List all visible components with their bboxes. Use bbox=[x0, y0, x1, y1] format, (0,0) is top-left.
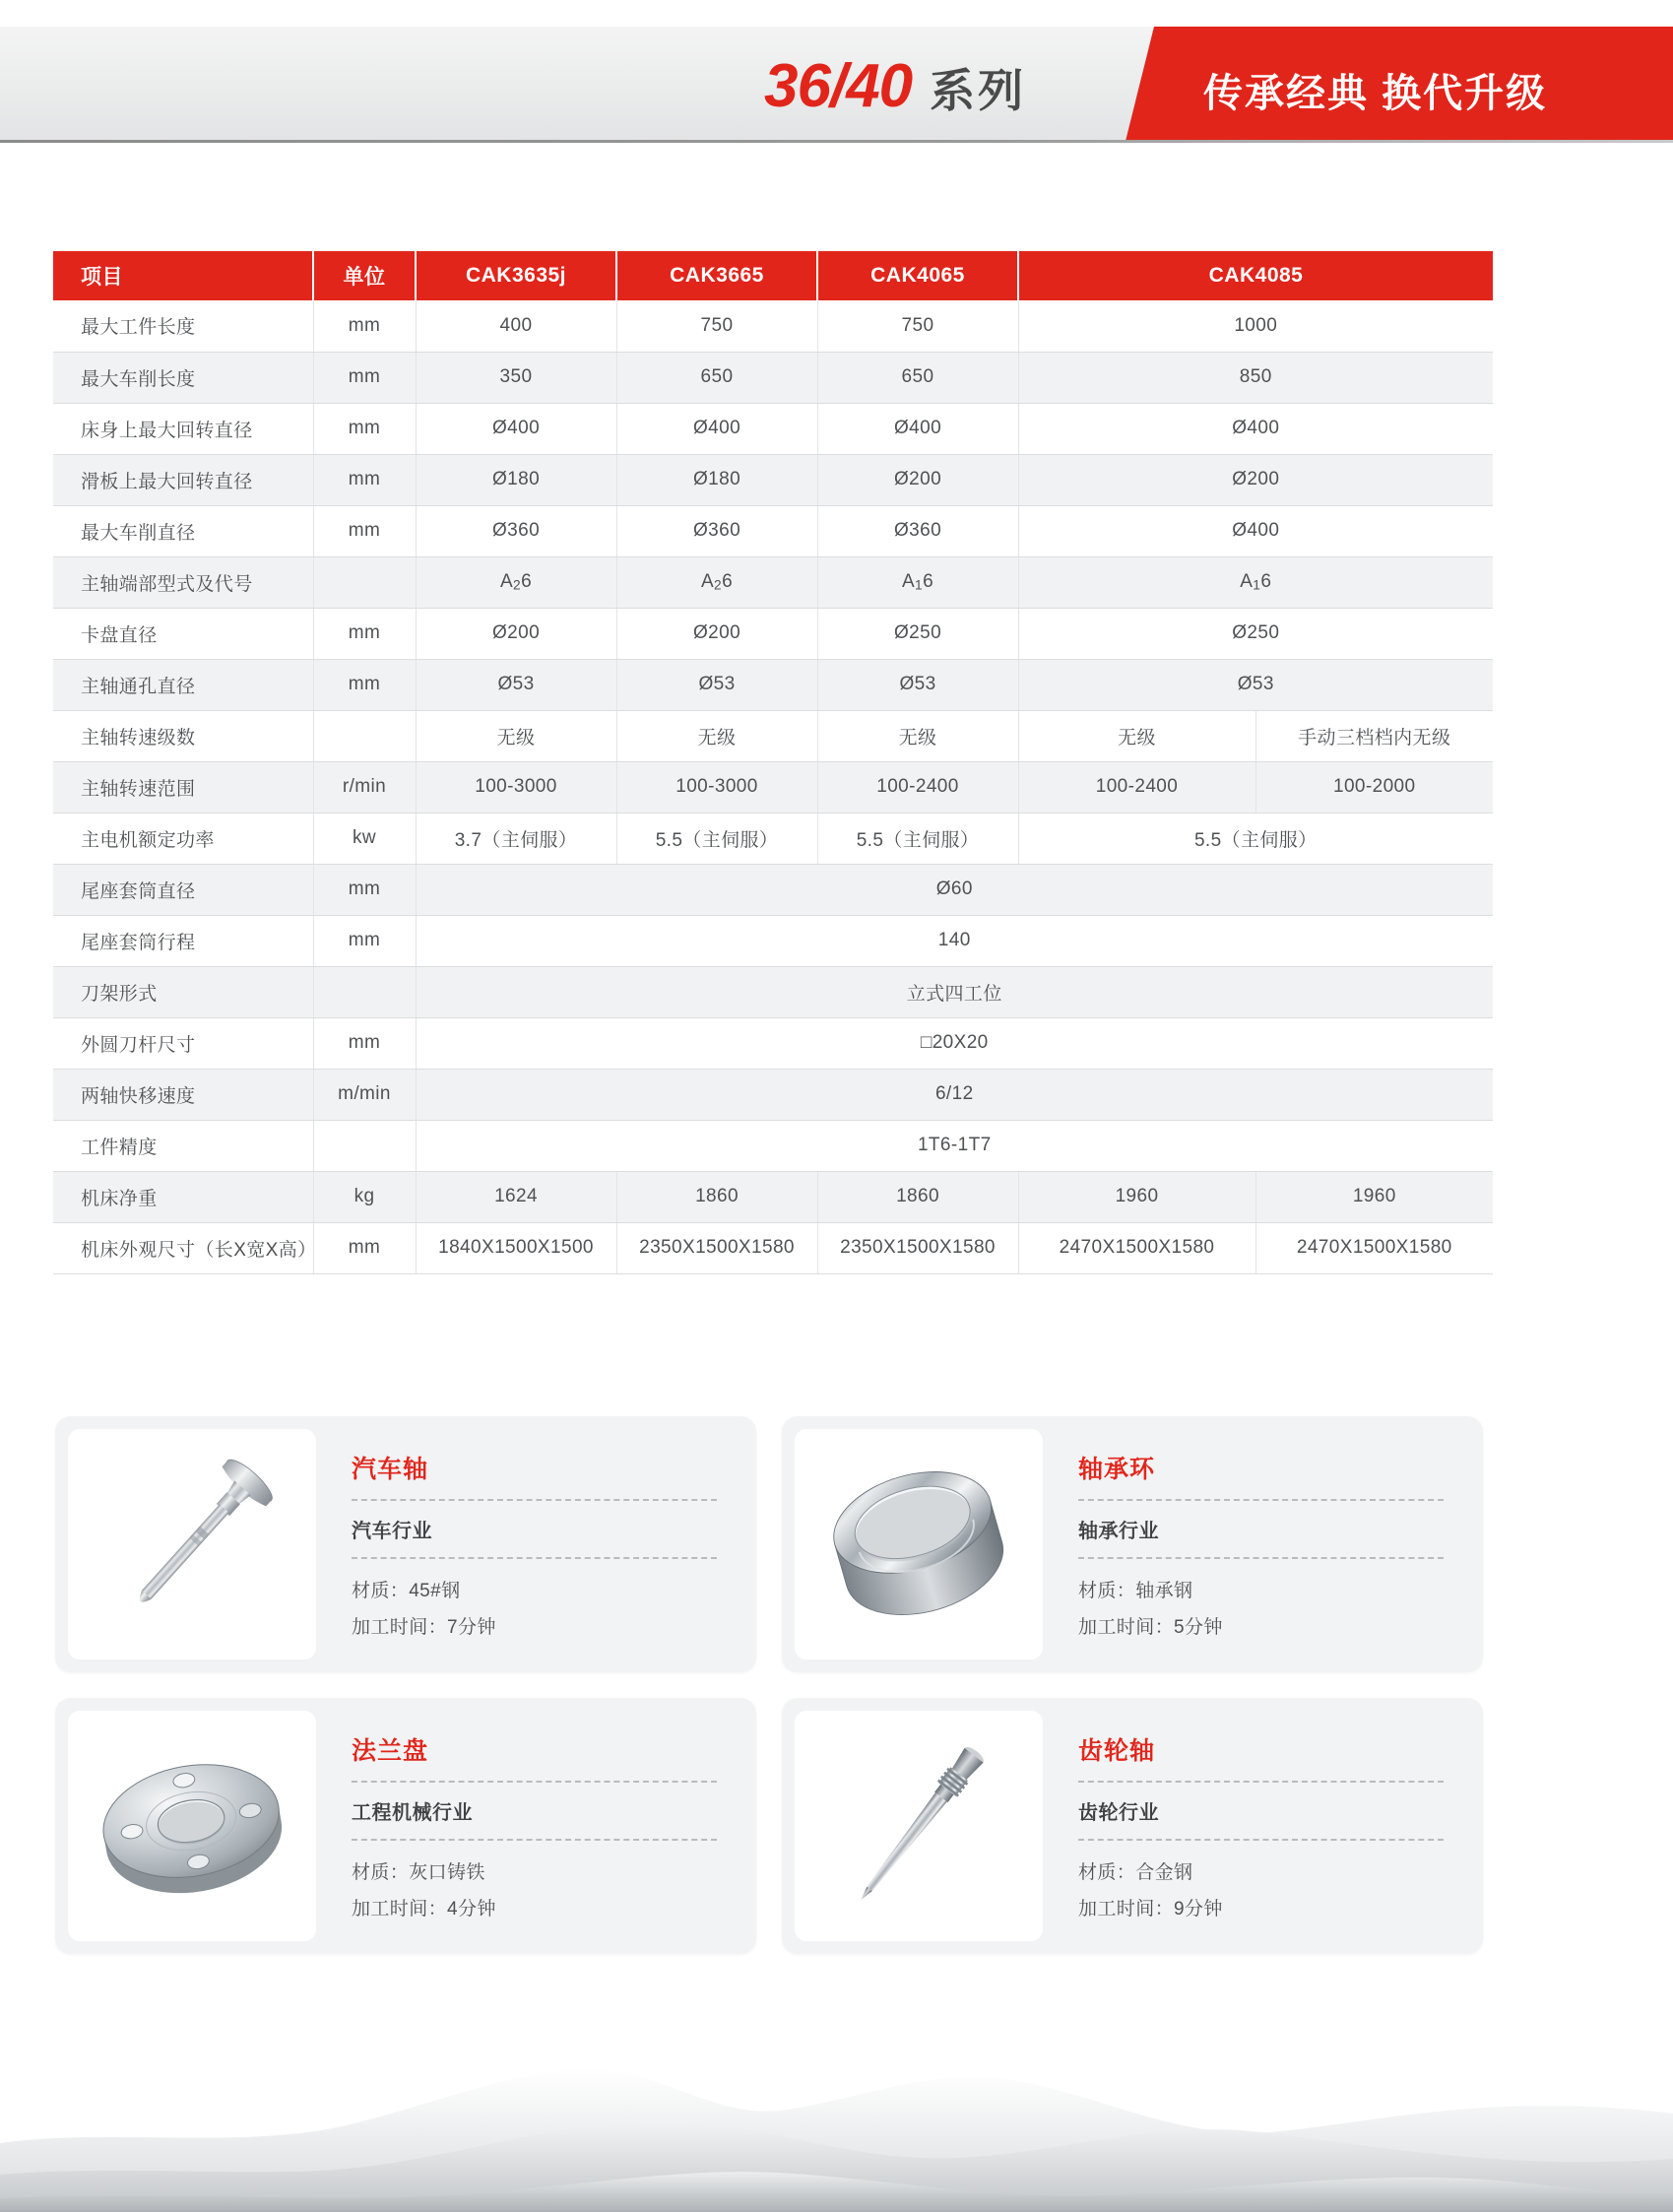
table-row bbox=[53, 915, 1493, 966]
card-time-value: 7分钟 bbox=[447, 1617, 496, 1639]
row-item-label: 机床外观尺寸（长X宽X高） bbox=[53, 1222, 313, 1273]
card-material-label: 材质： bbox=[352, 1581, 410, 1601]
row-value-model-1: Ø400 bbox=[416, 403, 616, 454]
card-title: 轴承环 bbox=[1078, 1456, 1156, 1483]
column-header-cak3635j: CAK3635j bbox=[416, 251, 616, 300]
row-unit: mm bbox=[313, 864, 416, 915]
automotive-shaft-part-icon bbox=[68, 1429, 316, 1659]
row-value-model-4: Ø400 bbox=[1018, 505, 1493, 556]
row-value-model-4b: 2470X1500X1580 bbox=[1255, 1222, 1493, 1273]
row-value-model-4a: 1960 bbox=[1018, 1171, 1255, 1222]
row-value-model-1: 1624 bbox=[416, 1171, 616, 1222]
row-value-model-4b: 手动三档档内无级 bbox=[1255, 710, 1493, 761]
card-time-value: 4分钟 bbox=[447, 1899, 496, 1920]
card-title: 齿轮轴 bbox=[1078, 1737, 1156, 1765]
row-item-label: 卡盘直径 bbox=[53, 608, 313, 659]
row-value-model-2: 2350X1500X1580 bbox=[616, 1222, 817, 1273]
row-value-model-3: Ø360 bbox=[817, 505, 1018, 556]
row-value-all-models: 140 bbox=[416, 915, 1493, 966]
row-item-label: 最大工件长度 bbox=[53, 300, 313, 352]
table-body bbox=[53, 300, 1493, 1273]
series-title bbox=[764, 52, 1027, 120]
row-value-model-1: Ø360 bbox=[416, 505, 616, 556]
card-divider-top bbox=[352, 1781, 717, 1783]
series-word: 系列 bbox=[930, 65, 1027, 116]
row-unit: mm bbox=[313, 608, 416, 659]
card-time-value: 5分钟 bbox=[1174, 1617, 1223, 1639]
card-material-row bbox=[352, 1854, 717, 1891]
row-unit: mm bbox=[313, 659, 416, 710]
header-divider bbox=[0, 140, 1673, 143]
card-title: 法兰盘 bbox=[352, 1737, 429, 1765]
row-value-model-2: $A_26$ bbox=[616, 556, 817, 608]
row-value-model-2: 650 bbox=[616, 352, 817, 403]
table-row bbox=[53, 300, 1493, 352]
row-value-model-3: Ø200 bbox=[817, 454, 1018, 505]
row-unit bbox=[313, 556, 416, 608]
row-value-model-1: 1840X1500X1500 bbox=[416, 1222, 616, 1273]
table-row bbox=[53, 608, 1493, 659]
row-value-model-4: 1000 bbox=[1018, 300, 1493, 352]
row-unit bbox=[313, 710, 416, 761]
table-row bbox=[53, 1222, 1493, 1273]
row-value-model-2: Ø53 bbox=[616, 659, 817, 710]
card-material-value: 合金钢 bbox=[1135, 1862, 1193, 1883]
row-value-model-2: 1860 bbox=[616, 1171, 817, 1222]
row-item-label: 工件精度 bbox=[53, 1120, 313, 1171]
column-header-cak4065: CAK4065 bbox=[817, 251, 1018, 300]
row-value-model-2: 5.5（主伺服） bbox=[616, 813, 817, 864]
card-material-value: 灰口铸铁 bbox=[409, 1862, 485, 1883]
row-value-model-1: 400 bbox=[416, 300, 616, 352]
card-material-label: 材质： bbox=[1078, 1862, 1136, 1883]
table-row bbox=[53, 352, 1493, 403]
row-value-model-3: 无级 bbox=[817, 710, 1018, 761]
row-item-label: 外圆刀杆尺寸 bbox=[53, 1017, 313, 1069]
card-divider-top bbox=[1078, 1499, 1444, 1501]
row-unit: mm bbox=[313, 505, 416, 556]
row-value-model-3: 5.5（主伺服） bbox=[817, 813, 1018, 864]
card-material-label: 材质： bbox=[1078, 1581, 1136, 1601]
row-value-model-1: 3.7（主伺服） bbox=[416, 813, 616, 864]
row-unit: m/min bbox=[313, 1069, 416, 1120]
series-number: 36/40 bbox=[764, 52, 913, 120]
row-value-model-1: Ø53 bbox=[416, 659, 616, 710]
row-value-model-3: 750 bbox=[817, 300, 1018, 352]
row-value-model-4: $A_16$ bbox=[1018, 556, 1493, 608]
row-value-model-4b: 1960 bbox=[1255, 1171, 1493, 1222]
card-industry: 轴承行业 bbox=[1078, 1521, 1159, 1542]
card-title: 汽车轴 bbox=[352, 1456, 429, 1483]
row-value-all-models: 1T6-1T7 bbox=[416, 1120, 1493, 1171]
row-value-model-2: 无级 bbox=[616, 710, 817, 761]
table-row bbox=[53, 966, 1493, 1017]
row-value-model-2: Ø400 bbox=[616, 403, 817, 454]
table-row bbox=[53, 1120, 1493, 1171]
specification-table bbox=[53, 251, 1493, 1274]
row-value-model-4: 5.5（主伺服） bbox=[1018, 813, 1493, 864]
card-material-row bbox=[352, 1573, 717, 1609]
row-value-model-4a: 2470X1500X1580 bbox=[1018, 1222, 1255, 1273]
table-header-row bbox=[53, 251, 1493, 300]
card-divider-bottom bbox=[1078, 1839, 1444, 1841]
row-value-model-2: 750 bbox=[616, 300, 817, 352]
row-item-label: 滑板上最大回转直径 bbox=[53, 454, 313, 505]
row-item-label: 机床净重 bbox=[53, 1171, 313, 1222]
card-material-value: 45#钢 bbox=[409, 1581, 461, 1601]
card-body bbox=[1043, 1698, 1483, 1954]
card-divider-bottom bbox=[1078, 1557, 1444, 1559]
row-value-model-4b: 100-2000 bbox=[1255, 761, 1493, 813]
row-value-model-3: 100-2400 bbox=[817, 761, 1018, 813]
row-value-model-2: Ø200 bbox=[616, 608, 817, 659]
row-item-label: 主电机额定功率 bbox=[53, 813, 313, 864]
row-item-label: 最大车削长度 bbox=[53, 352, 313, 403]
row-unit: mm bbox=[313, 915, 416, 966]
row-value-all-models: Ø60 bbox=[416, 864, 1493, 915]
page-header bbox=[0, 27, 1673, 140]
row-value-all-models: 立式四工位 bbox=[416, 966, 1493, 1017]
row-value-model-3: Ø250 bbox=[817, 608, 1018, 659]
row-item-label: 主轴通孔直径 bbox=[53, 659, 313, 710]
row-value-model-4: Ø53 bbox=[1018, 659, 1493, 710]
table-row bbox=[53, 710, 1493, 761]
row-value-model-2: 100-3000 bbox=[616, 761, 817, 813]
row-unit: mm bbox=[313, 403, 416, 454]
card-body bbox=[316, 1416, 756, 1672]
row-item-label: 尾座套筒行程 bbox=[53, 915, 313, 966]
row-item-label: 主轴转速范围 bbox=[53, 761, 313, 813]
table-row bbox=[53, 505, 1493, 556]
table-row bbox=[53, 864, 1493, 915]
row-item-label: 尾座套筒直径 bbox=[53, 864, 313, 915]
row-value-model-3: Ø400 bbox=[817, 403, 1018, 454]
row-value-model-2: Ø180 bbox=[616, 454, 817, 505]
card-time-row bbox=[1078, 1609, 1444, 1646]
row-unit: kg bbox=[313, 1171, 416, 1222]
row-value-model-4: Ø250 bbox=[1018, 608, 1493, 659]
card-time-row bbox=[352, 1609, 717, 1646]
row-value-model-1: Ø180 bbox=[416, 454, 616, 505]
card-divider-top bbox=[352, 1499, 717, 1501]
row-item-label: 主轴端部型式及代号 bbox=[53, 556, 313, 608]
spec-table-container bbox=[53, 251, 1493, 1274]
row-item-label: 最大车削直径 bbox=[53, 505, 313, 556]
card-industry: 汽车行业 bbox=[352, 1521, 432, 1542]
column-header-cak3665: CAK3665 bbox=[616, 251, 817, 300]
column-header-unit: 单位 bbox=[313, 251, 416, 300]
card-time-label: 加工时间： bbox=[352, 1899, 448, 1920]
bearing-ring-part-icon bbox=[795, 1429, 1043, 1659]
card-divider-top bbox=[1078, 1781, 1444, 1783]
table-row bbox=[53, 454, 1493, 505]
row-unit bbox=[313, 1120, 416, 1171]
card-divider-bottom bbox=[352, 1839, 717, 1841]
table-row bbox=[53, 1017, 1493, 1069]
card-material-value: 轴承钢 bbox=[1135, 1581, 1193, 1601]
row-unit: mm bbox=[313, 1017, 416, 1069]
row-value-model-4: Ø400 bbox=[1018, 403, 1493, 454]
sample-part-card bbox=[782, 1698, 1483, 1954]
table-row bbox=[53, 761, 1493, 813]
row-value-model-3: 650 bbox=[817, 352, 1018, 403]
row-value-model-1: Ø200 bbox=[416, 608, 616, 659]
card-time-label: 加工时间： bbox=[1078, 1617, 1175, 1639]
row-value-all-models: □20X20 bbox=[416, 1017, 1493, 1069]
row-value-model-3: $A_16$ bbox=[817, 556, 1018, 608]
card-material-row bbox=[1078, 1854, 1444, 1891]
row-unit: mm bbox=[313, 1222, 416, 1273]
table-row bbox=[53, 403, 1493, 454]
row-unit: mm bbox=[313, 300, 416, 352]
mountain-illustration bbox=[0, 1917, 1673, 2212]
row-value-model-4: Ø200 bbox=[1018, 454, 1493, 505]
table-row bbox=[53, 556, 1493, 608]
card-time-value: 9分钟 bbox=[1174, 1899, 1223, 1920]
table-row bbox=[53, 813, 1493, 864]
card-time-label: 加工时间： bbox=[1078, 1899, 1175, 1920]
row-value-model-1: 无级 bbox=[416, 710, 616, 761]
flange-plate-part-icon bbox=[68, 1711, 316, 1941]
sample-part-card bbox=[782, 1416, 1483, 1672]
row-item-label: 主轴转速级数 bbox=[53, 710, 313, 761]
column-header-item: 项目 bbox=[53, 251, 313, 300]
card-time-label: 加工时间： bbox=[352, 1617, 448, 1639]
table-row bbox=[53, 659, 1493, 710]
table-row bbox=[53, 1171, 1493, 1222]
row-value-model-3: 2350X1500X1580 bbox=[817, 1222, 1018, 1273]
row-unit: r/min bbox=[313, 761, 416, 813]
row-value-all-models: 6/12 bbox=[416, 1069, 1493, 1120]
row-unit: kw bbox=[313, 813, 416, 864]
row-value-model-4a: 无级 bbox=[1018, 710, 1255, 761]
card-body bbox=[316, 1698, 756, 1954]
row-value-model-2: Ø360 bbox=[616, 505, 817, 556]
card-body bbox=[1043, 1416, 1483, 1672]
tagline-text: 传承经典 换代升级 bbox=[1203, 72, 1548, 115]
table-header bbox=[53, 251, 1493, 300]
sample-part-card bbox=[55, 1416, 756, 1672]
column-header-cak4085: CAK4085 bbox=[1018, 251, 1493, 300]
card-material-label: 材质： bbox=[352, 1862, 410, 1883]
card-divider-bottom bbox=[352, 1557, 717, 1559]
row-item-label: 床身上最大回转直径 bbox=[53, 403, 313, 454]
row-item-label: 刀架形式 bbox=[53, 966, 313, 1017]
row-unit bbox=[313, 966, 416, 1017]
row-item-label: 两轴快移速度 bbox=[53, 1069, 313, 1120]
row-value-model-3: 1860 bbox=[817, 1171, 1018, 1222]
row-value-model-1: $A_26$ bbox=[416, 556, 616, 608]
gear-shaft-part-icon bbox=[795, 1711, 1043, 1941]
card-industry: 工程机械行业 bbox=[352, 1802, 473, 1824]
card-material-row bbox=[1078, 1573, 1444, 1609]
sample-parts-grid bbox=[55, 1416, 1483, 1954]
row-unit: mm bbox=[313, 454, 416, 505]
row-value-model-1: 100-3000 bbox=[416, 761, 616, 813]
table-row bbox=[53, 1069, 1493, 1120]
row-value-model-4: 850 bbox=[1018, 352, 1493, 403]
row-value-model-4a: 100-2400 bbox=[1018, 761, 1255, 813]
row-value-model-3: Ø53 bbox=[817, 659, 1018, 710]
card-industry: 齿轮行业 bbox=[1078, 1802, 1159, 1824]
row-unit: mm bbox=[313, 352, 416, 403]
sample-part-card bbox=[55, 1698, 756, 1954]
row-value-model-1: 350 bbox=[416, 352, 616, 403]
